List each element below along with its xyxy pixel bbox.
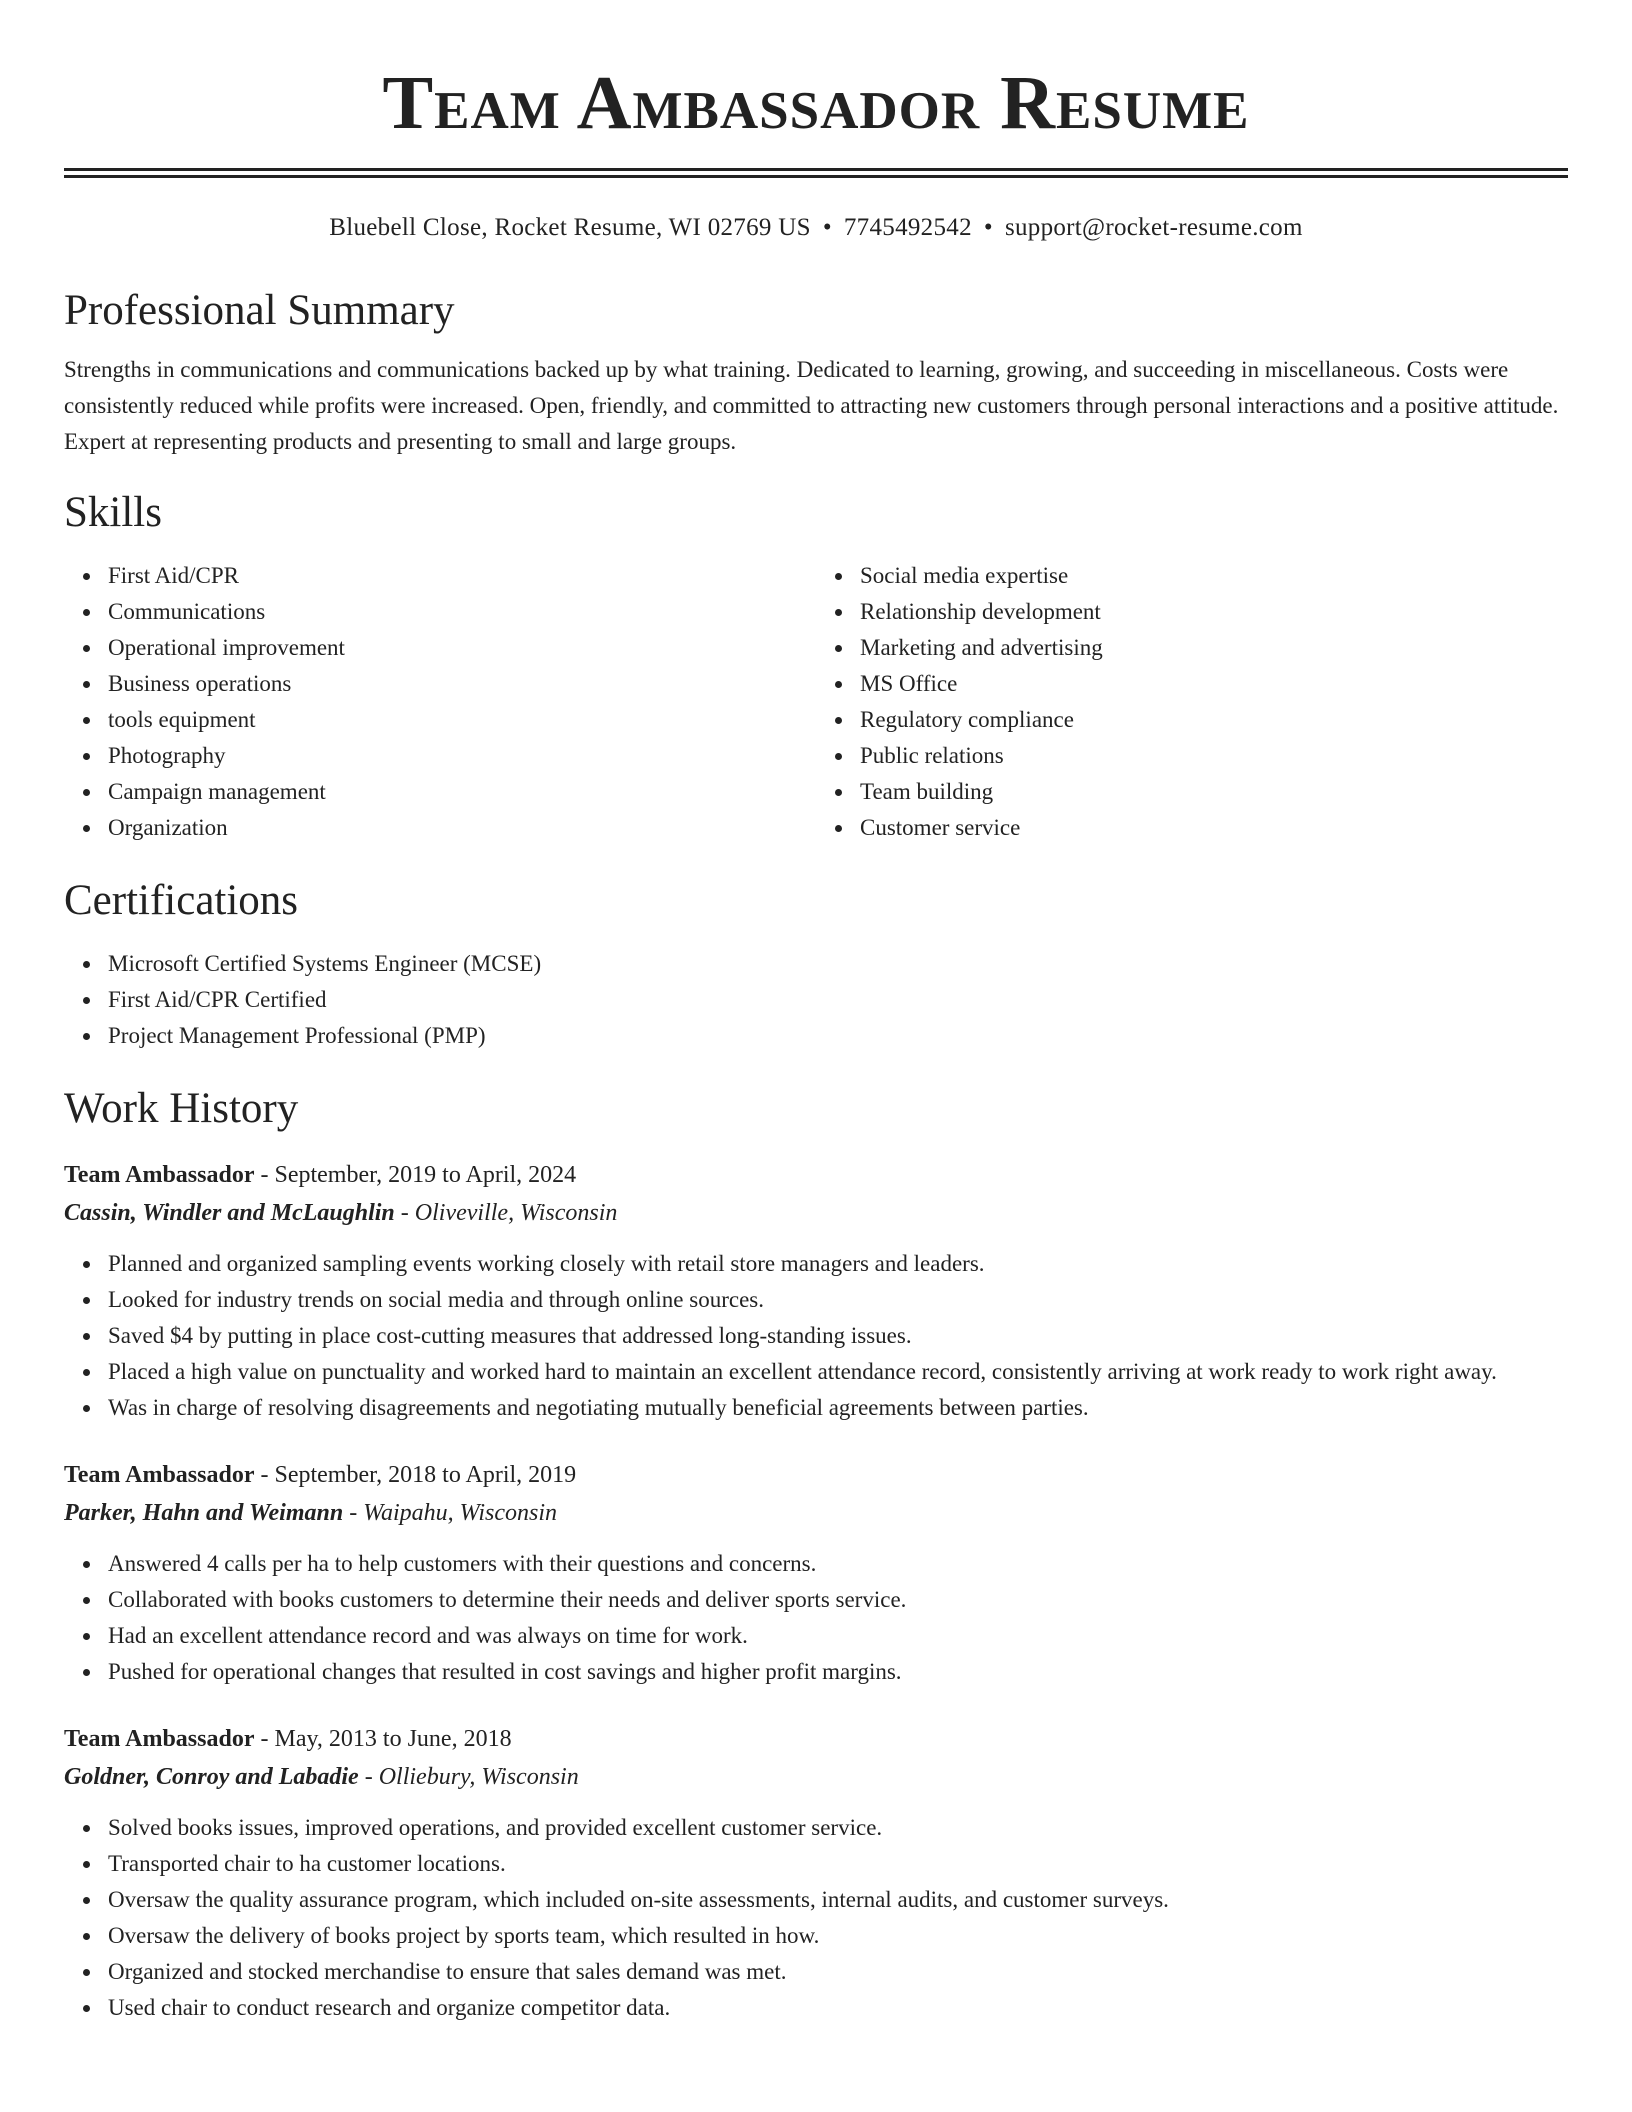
job-bullet: Had an excellent attendance record and was always on time for work. — [108, 1618, 1568, 1654]
job-entry — [64, 1720, 1568, 2026]
work-history-list — [64, 1156, 1568, 2026]
job-bullet: Saved $4 by putting in place cost-cutting measures that addressed long-standing issues. — [108, 1318, 1568, 1354]
job-dash: - — [254, 1162, 275, 1188]
skill-item: Customer service — [860, 810, 1568, 846]
skill-item: Operational improvement — [108, 630, 816, 666]
job-bullets — [64, 1246, 1568, 1426]
job-bullet: Oversaw the delivery of books project by sports team, which resulted in how. — [108, 1918, 1568, 1954]
skills-list-right — [816, 558, 1568, 846]
contact-separator: • — [983, 214, 993, 241]
summary-heading: Professional Summary — [64, 287, 455, 334]
job-bullet: Used chair to conduct research and organize competitor data. — [108, 1990, 1568, 2026]
job-role: Team Ambassador — [64, 1462, 255, 1488]
job-dash: - — [394, 1200, 415, 1226]
certifications-list — [64, 946, 1568, 1054]
skill-item: Relationship development — [860, 594, 1568, 630]
skill-item: Campaign management — [108, 774, 816, 810]
contact-line — [64, 212, 1568, 244]
job-bullet: Oversaw the quality assurance program, which included on-site assessments, internal audits, and customer surveys. — [108, 1882, 1568, 1918]
certification-item: First Aid/CPR Certified — [108, 982, 1568, 1018]
job-title-line — [64, 1720, 1568, 1758]
job-dates: September, 2018 to April, 2019 — [274, 1462, 577, 1488]
job-bullet: Looked for industry trends on social media and through online sources. — [108, 1282, 1568, 1318]
certifications-heading: Certifications — [64, 877, 299, 924]
skills-columns — [64, 558, 1568, 846]
job-location: Waipahu, Wisconsin — [363, 1500, 557, 1526]
skill-item: Social media expertise — [860, 558, 1568, 594]
job-location: Oliveville, Wisconsin — [414, 1200, 618, 1226]
skill-item: Team building — [860, 774, 1568, 810]
job-bullet: Pushed for operational changes that resulted in cost savings and higher profit margins. — [108, 1654, 1568, 1690]
skills-heading: Skills — [64, 489, 162, 536]
job-company: Cassin, Windler and McLaughlin — [64, 1200, 395, 1226]
summary-text: Strengths in communications and communications backed up by what training. Dedicated to learning, growing, and succeeding in miscellaneous. Costs were consistently reduced while profits were increased. Open, friendly, and committed to attracting new customers through personal interactions and a positive attitude. Expert at representing products and presenting to small and large groups. — [64, 357, 1559, 454]
contact-separator: • — [822, 214, 832, 241]
job-role: Team Ambassador — [64, 1726, 255, 1752]
job-bullets — [64, 1546, 1568, 1690]
job-bullet: Collaborated with books customers to determine their needs and deliver sports service. — [108, 1582, 1568, 1618]
job-dash: - — [343, 1500, 364, 1526]
job-bullet: Planned and organized sampling events working closely with retail store managers and leaders. — [108, 1246, 1568, 1282]
job-company: Parker, Hahn and Weimann — [64, 1500, 344, 1526]
skill-item: MS Office — [860, 666, 1568, 702]
job-bullet: Was in charge of resolving disagreements and negotiating mutually beneficial agreements between parties. — [108, 1390, 1568, 1426]
skill-item: Organization — [108, 810, 816, 846]
job-role: Team Ambassador — [64, 1162, 255, 1188]
job-dates: May, 2013 to June, 2018 — [274, 1726, 512, 1752]
certification-item: Project Management Professional (PMP) — [108, 1018, 1568, 1054]
job-employer-line — [64, 1758, 1568, 1796]
certification-item: Microsoft Certified Systems Engineer (MCSE) — [108, 946, 1568, 982]
job-company: Goldner, Conroy and Labadie — [64, 1764, 359, 1790]
skill-item: Communications — [108, 594, 816, 630]
job-dash: - — [254, 1462, 275, 1488]
job-bullet: Solved books issues, improved operations, and provided excellent customer service. — [108, 1810, 1568, 1846]
skill-item: First Aid/CPR — [108, 558, 816, 594]
skill-item: Business operations — [108, 666, 816, 702]
job-bullet: Transported chair to ha customer locations. — [108, 1846, 1568, 1882]
job-bullet: Placed a high value on punctuality and worked hard to maintain an excellent attendance record, consistently arriving at work ready to work right away. — [108, 1354, 1568, 1390]
resume-title: Team Ambassador Resume — [382, 61, 1250, 145]
skill-item: Photography — [108, 738, 816, 774]
job-bullets — [64, 1810, 1568, 2026]
job-dates: September, 2019 to April, 2024 — [274, 1162, 577, 1188]
work-history-heading: Work History — [64, 1085, 299, 1132]
job-entry — [64, 1456, 1568, 1690]
job-entry — [64, 1156, 1568, 1426]
skill-item: Public relations — [860, 738, 1568, 774]
skill-item: Marketing and advertising — [860, 630, 1568, 666]
skills-list-left — [64, 558, 816, 846]
job-employer-line — [64, 1494, 1568, 1532]
title-double-rule — [64, 168, 1568, 178]
job-title-line — [64, 1456, 1568, 1494]
job-bullet: Answered 4 calls per ha to help customers with their questions and concerns. — [108, 1546, 1568, 1582]
contact-phone: 7745492542 — [843, 214, 972, 241]
job-employer-line — [64, 1194, 1568, 1232]
job-location: Olliebury, Wisconsin — [378, 1764, 579, 1790]
contact-email: support@rocket-resume.com — [1004, 214, 1303, 241]
job-dash: - — [358, 1764, 379, 1790]
job-dash: - — [254, 1726, 275, 1752]
skill-item: Regulatory compliance — [860, 702, 1568, 738]
job-title-line — [64, 1156, 1568, 1194]
job-bullet: Organized and stocked merchandise to ensure that sales demand was met. — [108, 1954, 1568, 1990]
skill-item: tools equipment — [108, 702, 816, 738]
resume-page — [64, 0, 1568, 2026]
contact-address: Bluebell Close, Rocket Resume, WI 02769 US — [329, 214, 811, 241]
